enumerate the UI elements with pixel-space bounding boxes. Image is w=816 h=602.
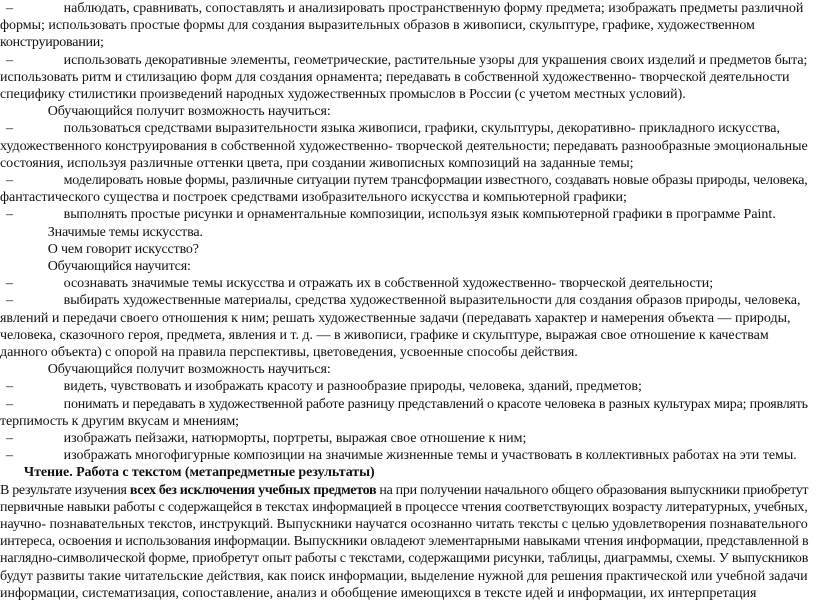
list-item-text: моделировать новые формы, различные ситуации путем трансформации известного, создавать новые образы природы, человека, — [63, 172, 808, 188]
text-line — [0, 396, 816, 413]
paragraph-text: специфику стилистики произведений народных художественных промыслов в России (с учетом местных условий). — [0, 86, 686, 102]
list-bullet: – — [6, 120, 14, 137]
text-line — [0, 52, 816, 69]
list-bullet: – — [6, 447, 14, 464]
list-item-text: использовать декоративные элементы, геометрические, растительные узоры для украшения своих изделий и предметов быта; — [63, 51, 808, 68]
text-line — [0, 189, 816, 206]
text-line — [0, 447, 816, 464]
section-heading: Чтение. Работа с текстом (метапредметные результаты) — [23, 464, 375, 481]
list-item-text: выполнять простые рисунки и орнаментальные композиции, используя язык компьютерной графики в программе Paint. — [63, 206, 776, 223]
text-line — [0, 550, 816, 567]
text-line — [0, 464, 816, 481]
text-line — [0, 206, 816, 223]
text-line — [0, 172, 816, 189]
list-item-text: осознавать значимые темы искусства и отражать их в собственной художественно- творческой деятельности; — [63, 275, 714, 292]
paragraph-text: Обучающийся получит возможность научиться: — [47, 361, 331, 378]
text-line — [0, 292, 816, 309]
paragraph-text: Обучающийся научится: — [47, 258, 191, 274]
text-line — [0, 17, 816, 34]
text-line — [0, 34, 816, 51]
list-item-text: наблюдать, сравнивать, сопоставлять и анализировать пространственную форму предмета; изображать предметы различной — [63, 0, 804, 16]
list-item-text: понимать и передавать в художественной работе разницу представлений о красоте человека в разных культурах мира; проявлять — [63, 395, 808, 412]
paragraph-text: Значимые темы искусства. — [47, 223, 203, 240]
list-bullet: – — [6, 378, 14, 395]
text-line — [0, 344, 816, 361]
text-line — [0, 482, 816, 499]
text-line — [0, 120, 816, 137]
text-line — [0, 327, 816, 344]
paragraph-text: О чем говорит искусство? — [47, 240, 199, 257]
text-line — [0, 516, 816, 533]
list-bullet: – — [6, 292, 14, 309]
paragraph-text: данного объекта) с опорой на правила перспективы, цветоведения, усвоенные способы действия. — [0, 344, 578, 360]
paragraph-text: художественного конструирования в собственной художественно- творческой деятельности; передавать разнообразные эмоциональные — [0, 137, 808, 154]
list-item-text: видеть, чувствовать и изображать красоту и разнообразие природы, человека, зданий, предметов; — [63, 378, 642, 395]
text-line — [0, 430, 816, 447]
list-bullet: – — [6, 275, 14, 292]
paragraph-text: использовать ритм и стилизацию форм для создания орнамента; передавать в собственной художественно- творческой деятельности — [0, 68, 790, 85]
text-line — [0, 155, 816, 172]
text-line — [0, 568, 816, 585]
paragraph-text: будут развиты такие читательские действия, как поиск информации, выделение нужной для решения практической или учебной задачи — [0, 567, 808, 584]
emphasis-text: всех без исключения учебных предметов — [129, 481, 377, 498]
list-bullet: – — [6, 395, 14, 412]
list-item-text: выбирать художественные материалы, средства художественной выразительности для создания образов природы, человека, — [63, 292, 801, 309]
list-bullet: – — [6, 206, 14, 223]
paragraph-text — [0, 482, 812, 499]
list-bullet: – — [6, 51, 14, 68]
text-line — [0, 103, 816, 120]
text-line — [0, 413, 816, 430]
paragraph-text: интереса, освоения и использования информации. Выпускники овладеют элементарными навыками чтения информации, представленной в — [0, 533, 809, 550]
text-line — [0, 258, 816, 275]
paragraph-text: конструировании; — [0, 34, 104, 51]
paragraph-text: на при получении начального общего образования выпускники приобретут — [376, 481, 809, 498]
list-bullet: – — [6, 172, 14, 188]
list-bullet: – — [6, 430, 14, 446]
text-line — [0, 69, 816, 86]
paragraph-text: В результате изучения — [0, 481, 130, 498]
list-bullet: – — [6, 0, 14, 16]
paragraph-text: Обучающийся получит возможность научиться: — [47, 103, 331, 120]
text-line — [0, 86, 816, 103]
text-line — [0, 138, 816, 155]
paragraph-text: формы; использовать простые формы для создания выразительных образов в живописи, скульптуре, графике, художественном — [0, 17, 755, 34]
text-line — [0, 533, 816, 550]
paragraph-text: терпимость к другим вкусам и мнениям; — [0, 412, 239, 429]
paragraph-text: информации, систематизация, сопоставление, анализ и обобщение имеющихся в тексте идей и информации, их интерпретация — [0, 584, 757, 601]
text-line — [0, 361, 816, 378]
paragraph-text: явлений и передачи своего отношения к ним; решать художественные задачи (передавать характер и намерения объекта — природы, — [0, 309, 791, 326]
list-item-text: изображать пейзажи, натюрморты, портреты, выражая свое отношение к ним; — [63, 430, 527, 446]
text-line — [0, 499, 816, 516]
paragraph-text: состояния, используя различные оттенки цвета, при создании живописных композиций на заданные темы; — [0, 154, 634, 171]
text-line — [0, 310, 816, 327]
text-line — [0, 585, 816, 602]
text-line — [0, 224, 816, 241]
text-line — [0, 241, 816, 258]
paragraph-text: фантастического существа и построек средствами изобразительного искусства и компьютерной графики; — [0, 189, 627, 206]
list-item-text: пользоваться средствами выразительности языка живописи, графики, скульптуры, декоративно- прикладного искусства, — [63, 120, 780, 137]
paragraph-text: научно- познавательных текстов, инструкций. Выпускники научатся осознанно читать тексты с целью удовлетворения познавательного — [0, 516, 808, 532]
text-line — [0, 378, 816, 395]
paragraph-text: наглядно-символической форме, приобретут опыт работы с текстами, содержащими рисунки, таблицы, диаграммы, схемы. У выпускников — [0, 550, 809, 567]
list-item-text: изображать многофигурные композиции на значимые жизненные темы и участвовать в коллективных работах на эти темы. — [63, 447, 797, 464]
text-line — [0, 275, 816, 292]
text-line — [0, 0, 816, 17]
paragraph-text: человека, сказочного героя, предмета, явления и т. д. — в живописи, графике и скульптуре, выражая свое отношение к качествам — [0, 326, 769, 343]
paragraph-text: первичные навыки работы с содержащейся в текстах информацией в процессе чтения соответствующих возрасту литературных, учебных, — [0, 498, 808, 515]
